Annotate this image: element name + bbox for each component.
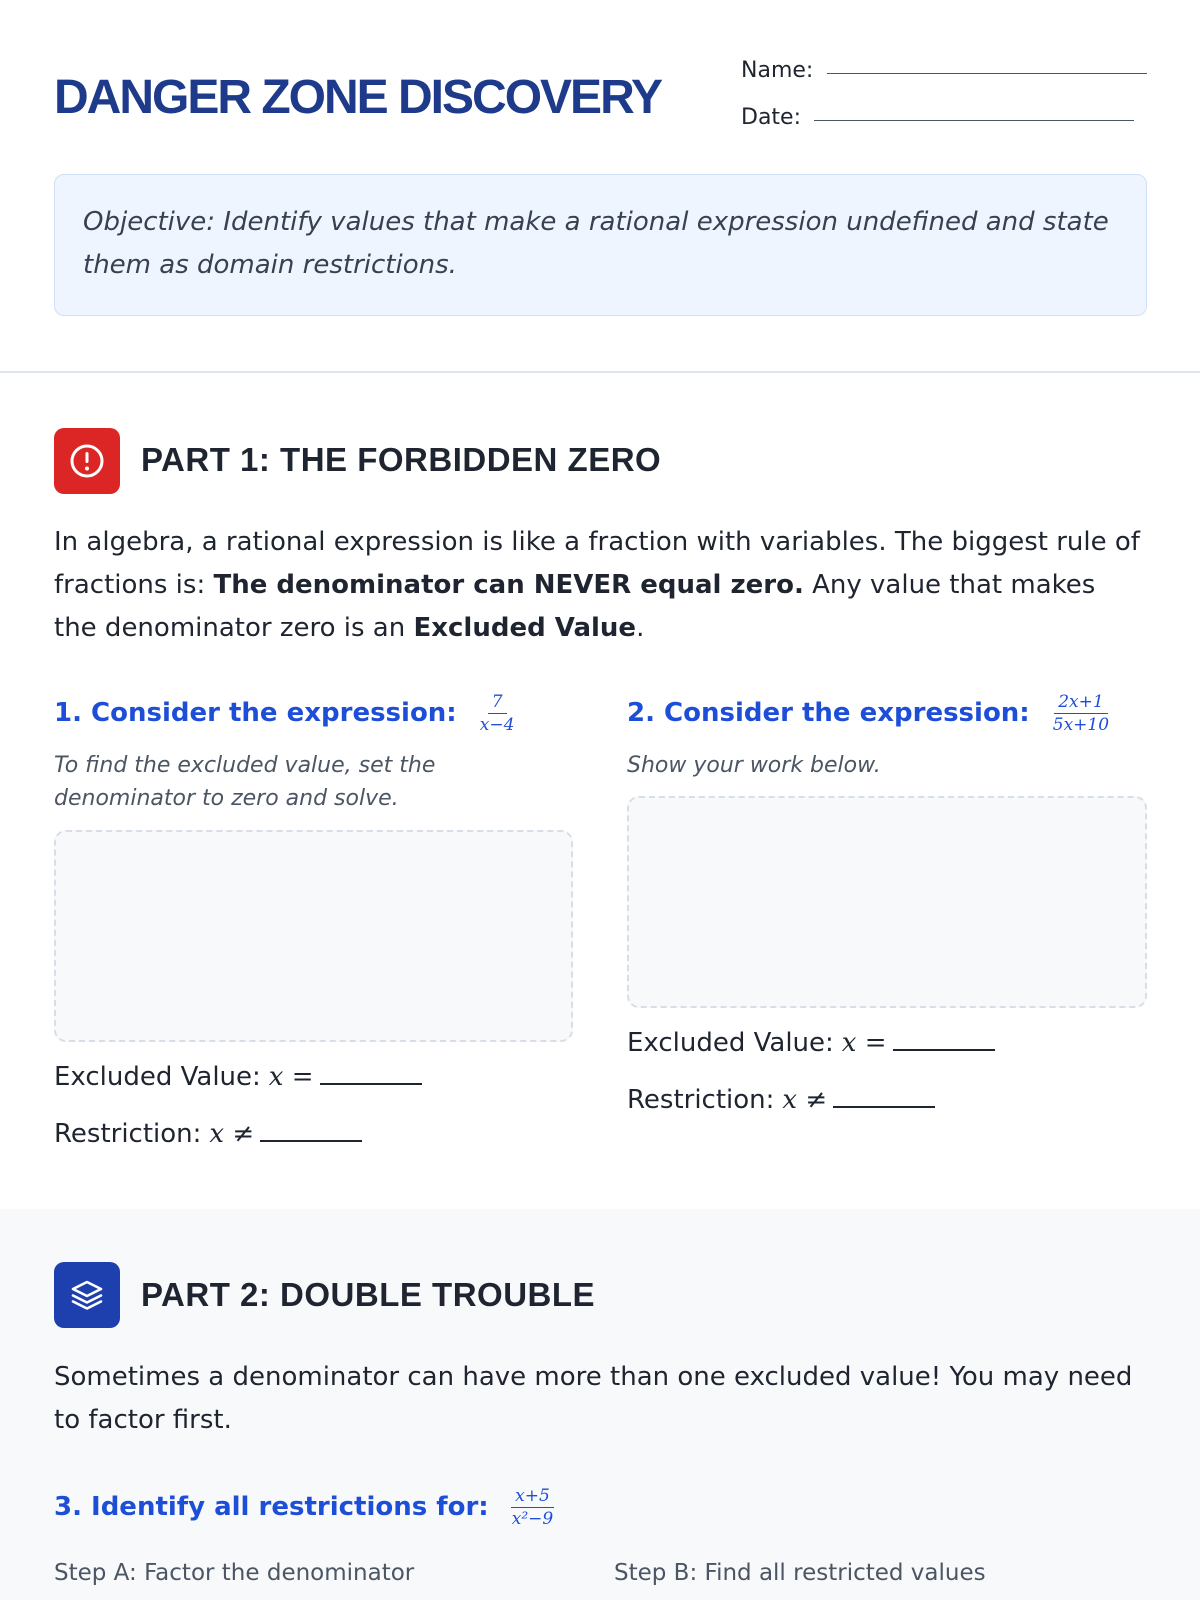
intro-bold-rule: The denominator can NEVER equal zero. [213, 570, 804, 600]
q1-restriction-label: Restriction: [54, 1119, 202, 1149]
q1-heading [54, 692, 518, 735]
q3-numerator: x+5 [511, 1486, 554, 1508]
q2-heading [627, 692, 1113, 735]
q3-fraction [508, 1486, 557, 1529]
q1-restriction-blank[interactable] [260, 1120, 362, 1142]
part2-intro: Sometimes a denominator can have more than one excluded value! You may need to factor first. [54, 1362, 1133, 1435]
alert-octagon-icon [54, 428, 120, 494]
q2-excluded-value [627, 1028, 995, 1058]
layers-icon [54, 1262, 120, 1328]
q2-label: 2. Consider the expression: [627, 698, 1030, 728]
q2-hint: Show your work below. [627, 753, 881, 778]
q1-excluded-blank[interactable] [320, 1063, 422, 1085]
q1-restriction [54, 1119, 362, 1149]
q3-denominator: x²−9 [511, 1509, 554, 1529]
date-field [741, 105, 801, 130]
q1-denominator: x−4 [479, 715, 515, 735]
part1-title: PART 1: THE FORBIDDEN ZERO [141, 441, 662, 478]
name-line[interactable] [827, 73, 1147, 74]
q2-restriction-label: Restriction: [627, 1085, 775, 1115]
date-line[interactable] [814, 120, 1134, 121]
section-divider [0, 371, 1200, 373]
part1-intro [54, 521, 1144, 650]
q2-restriction-blank[interactable] [833, 1086, 935, 1108]
q2-restriction [627, 1085, 935, 1115]
q2-restriction-math: x ≠ [782, 1085, 828, 1115]
q1-work-area[interactable] [54, 830, 573, 1042]
intro-text-1: In algebra, a rational expression is like a fraction with variables. The biggest rule of fractions is: [54, 527, 1140, 600]
q1-restriction-math: x ≠ [209, 1119, 255, 1149]
q1-excluded-label: Excluded Value: [54, 1062, 261, 1092]
q1-label: 1. Consider the expression: [54, 698, 457, 728]
name-field [741, 58, 813, 83]
q3-label: 3. Identify all restrictions for: [54, 1492, 489, 1522]
intro-text-3: . [636, 613, 645, 643]
q1-excluded-math: x = [268, 1062, 314, 1092]
q2-excluded-label: Excluded Value: [627, 1028, 834, 1058]
name-label: Name: [741, 58, 814, 83]
intro-text-2: Any value that makes the denominator zero is an [54, 570, 1096, 643]
q3-step-a: Step A: Factor the denominator [54, 1560, 415, 1586]
q3-heading [54, 1486, 557, 1529]
q2-numerator: 2x+1 [1054, 692, 1107, 714]
q2-excluded-math: x = [841, 1028, 887, 1058]
q1-numerator: 7 [488, 692, 507, 714]
q1-excluded-value [54, 1062, 422, 1092]
date-label: Date: [741, 105, 801, 130]
q1-hint: To find the excluded value, set the denominator to zero and solve. [54, 753, 436, 811]
worksheet-title: DANGER ZONE DISCOVERY [54, 71, 661, 124]
q1-fraction [476, 692, 519, 735]
q2-denominator: 5x+10 [1052, 715, 1110, 735]
intro-bold-term: Excluded Value [413, 613, 637, 643]
objective-box: Objective: Identify values that make a rational expression undefined and state them as domain restrictions. [54, 174, 1147, 316]
q2-excluded-blank[interactable] [893, 1029, 995, 1051]
q2-work-area[interactable] [627, 796, 1147, 1008]
part2-title: PART 2: DOUBLE TROUBLE [141, 1276, 596, 1313]
q3-step-b: Step B: Find all restricted values [614, 1560, 986, 1586]
q2-fraction [1049, 692, 1113, 735]
